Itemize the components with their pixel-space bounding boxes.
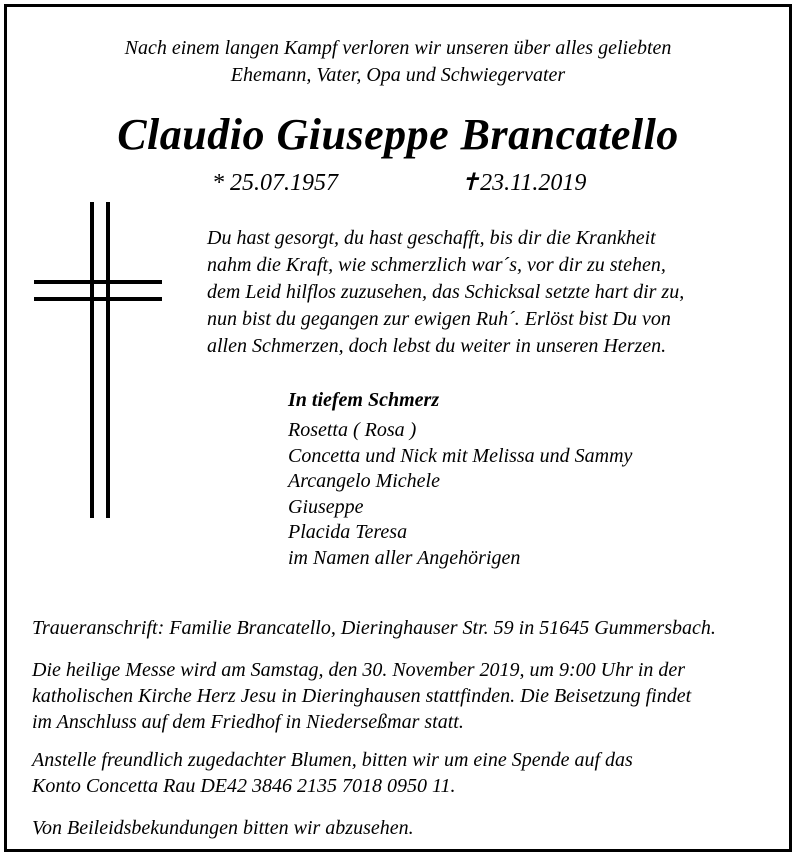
mourning-title: In tiefem Schmerz [288,389,440,411]
mourning-address [32,615,716,641]
poem-line: nun bist du gegangen zur ewigen Ruh´. Erlöst bist Du von [207,308,671,330]
deceased-name: Claudio Giuseppe Brancatello [117,110,679,159]
mourner-name: Giuseppe [288,495,364,518]
donation-line: Anstelle freundlich zugedachter Blumen, bitten wir um eine Spende auf das [32,749,633,771]
condolence-line: Von Beileidsbekundungen bitten wir abzusehen. [32,817,414,839]
donation-line: Konto Concetta Rau DE42 3846 2135 7018 0950 11. [32,775,456,797]
mass-line: Die heilige Messe wird am Samstag, den 30. November 2019, um 9:00 Uhr in der [32,659,686,681]
mourner-name: Rosetta ( Rosa ) [288,419,417,441]
intro-text [7,35,789,89]
mourner-name: im Namen aller Angehörigen [288,546,521,569]
poem-text [207,225,684,360]
obituary-notice [4,4,792,852]
condolence-note [32,815,414,841]
birth-date: * 25.07.1957 [212,170,338,196]
mass-info [32,657,691,735]
mass-line: im Anschluss auf dem Friedhof in Niederseßmar statt. [32,711,464,733]
poem-line: Du hast gesorgt, du hast geschafft, bis dir die Krankheit [207,227,656,249]
mourner-name: Arcangelo Michele [288,470,440,492]
death-date: ✝23.11.2019 [460,170,587,196]
cross-icon [34,202,162,518]
poem-line: dem Leid hilflos zuzusehen, das Schicksal setzte hart dir zu, [207,281,685,303]
poem-line: nahm die Kraft, wie schmerzlich war´s, vor dir zu stehen, [207,254,666,276]
donation-info [32,747,633,799]
intro-line: Nach einem langen Kampf verloren wir unseren über alles geliebten [124,37,672,59]
mass-line: katholischen Kirche Herz Jesu in Dieringhausen stattfinden. Die Beisetzung findet [32,685,692,707]
address-line: Traueranschrift: Familie Brancatello, Dieringhauser Str. 59 in 51645 Gummersbach. [32,617,716,639]
mourner-name: Placida Teresa [288,521,408,543]
intro-line: Ehemann, Vater, Opa und Schwiegervater [230,64,566,86]
mourner-list [288,418,632,571]
mourner-name: Concetta und Nick mit Melissa und Sammy [288,444,633,467]
poem-line: allen Schmerzen, doch lebst du weiter in unseren Herzen. [207,335,667,357]
